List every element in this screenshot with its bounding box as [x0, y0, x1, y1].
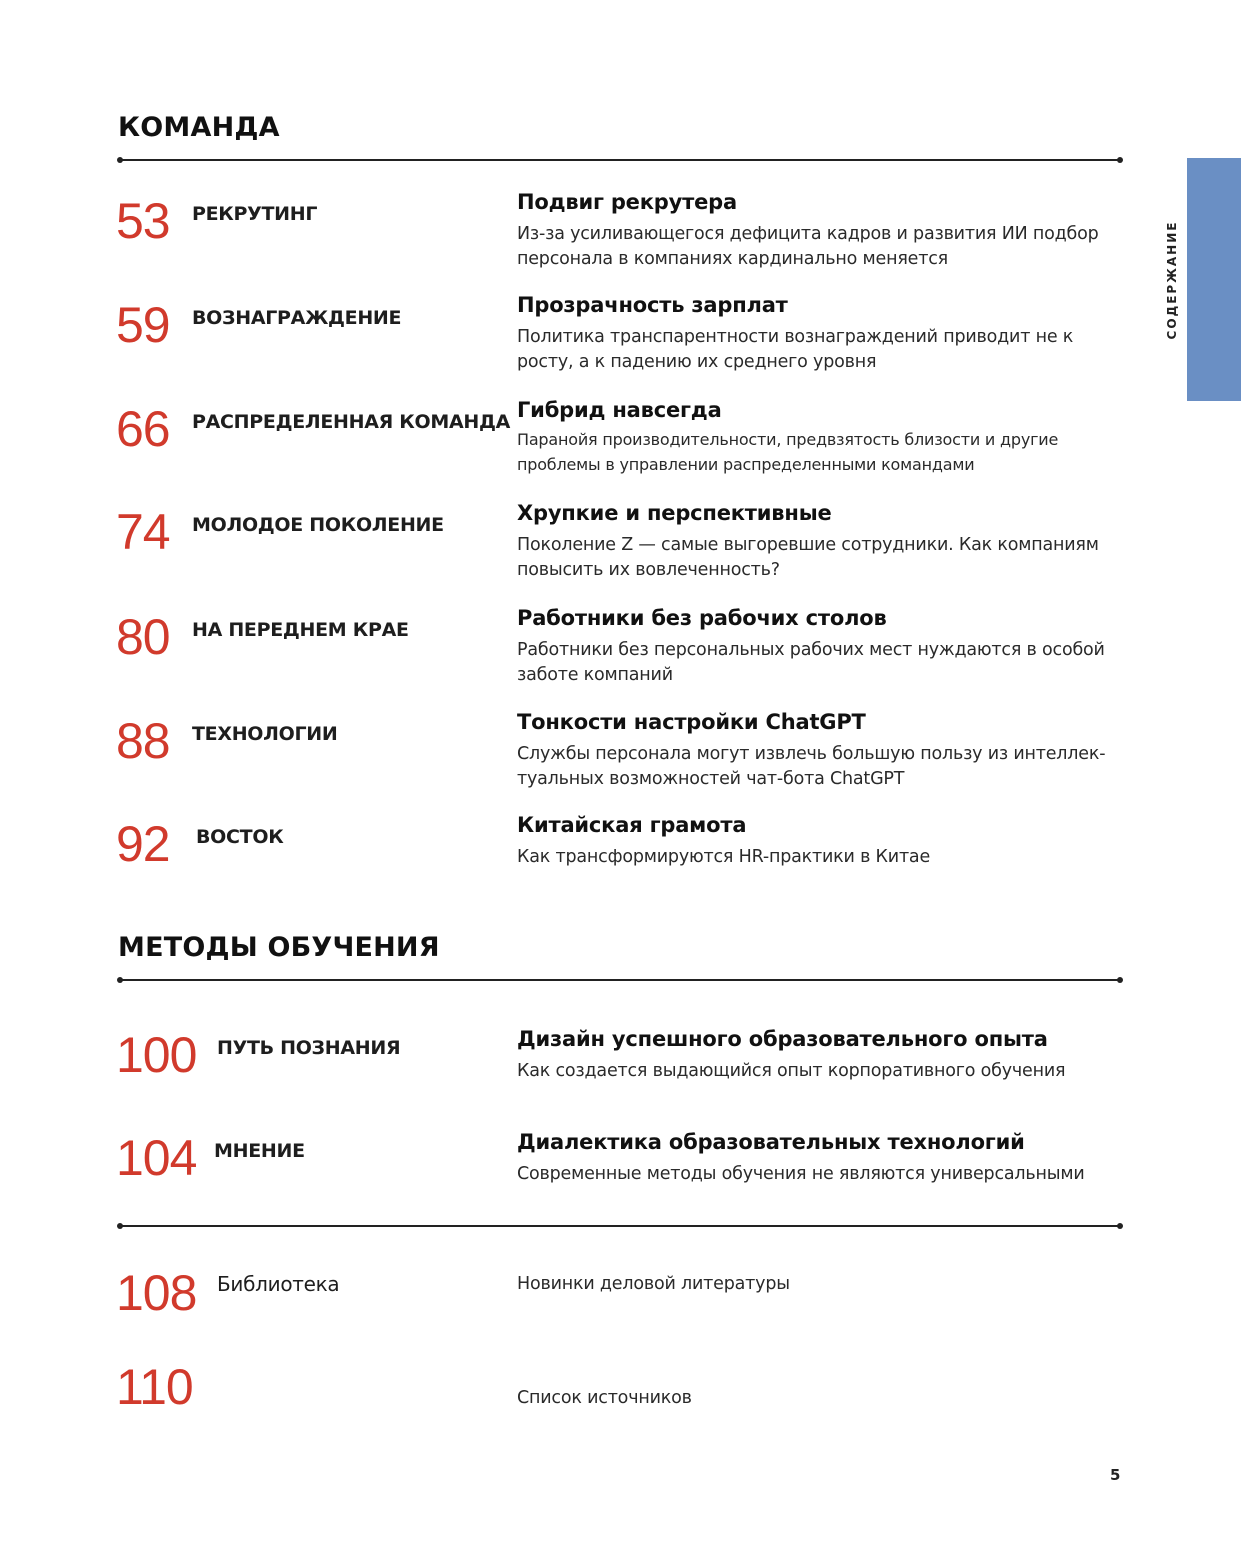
side-tab: [1187, 158, 1241, 401]
entry-description: Поколение Z — самые выгоревшие сотрудники. Как компаниям повысить их вовлеченность?: [517, 535, 1099, 580]
entry-rubric: ВОЗНАГРАЖДЕНИЕ: [192, 307, 402, 329]
entry-page-number: 108: [116, 1265, 197, 1321]
entry-page-number: 59: [116, 297, 170, 353]
section-divider: [120, 979, 1120, 981]
entry-page-number: 104: [116, 1130, 197, 1186]
entry-rubric: НА ПЕРЕДНЕМ КРАЕ: [192, 619, 409, 641]
entry-page-number: 53: [116, 193, 170, 249]
entry-title[interactable]: Диалектика образовательных технологий: [517, 1130, 1025, 1154]
entry-rubric: ВОСТОК: [196, 826, 284, 848]
entry-description: Новинки деловой литературы: [517, 1274, 790, 1294]
entry-description: Современные методы обучения не являются универсальными: [517, 1164, 1085, 1184]
entry-page-number: 110: [116, 1359, 193, 1415]
entry-description: Как трансформируются HR-практики в Китае: [517, 847, 931, 867]
side-label-text: СОДЕРЖАНИЕ: [1165, 220, 1179, 340]
section-divider: [120, 159, 1120, 161]
entry-description: Из-за усиливающегося дефицита кадров и развития ИИ подбор персонала в компаниях кардинально меняется: [517, 224, 1099, 269]
entry-title[interactable]: Подвиг рекрутера: [517, 190, 737, 214]
entry-page-number: 66: [116, 401, 170, 457]
entry-title[interactable]: Дизайн успешного образовательного опыта: [517, 1027, 1048, 1051]
entry-rubric: Библиотека: [217, 1272, 340, 1296]
entry-rubric: РАСПРЕДЕЛЕННАЯ КОМАНДА: [192, 411, 511, 433]
entry-title[interactable]: Китайская грамота: [517, 813, 747, 837]
entry-description: Как создается выдающийся опыт корпоративного обучения: [517, 1061, 1066, 1081]
page-number: 5: [1110, 1466, 1121, 1484]
section-title-team: КОМАНДА: [118, 112, 280, 143]
entry-page-number: 88: [116, 713, 170, 769]
entry-rubric: МНЕНИЕ: [214, 1140, 305, 1162]
entry-rubric: РЕКРУТИНГ: [192, 203, 318, 225]
extras-divider: [120, 1225, 1120, 1227]
entry-title[interactable]: Прозрачность зарплат: [517, 293, 788, 317]
entry-description: Политика транспарентности вознаграждений приводит не к росту, а к падению их среднего уровня: [517, 327, 1074, 372]
entry-description: Службы персонала могут извлечь большую пользу из интеллек-туальных возможностей чат-бота ChatGPT: [517, 744, 1106, 789]
entry-page-number: 92: [116, 816, 170, 872]
entry-page-number: 100: [116, 1027, 197, 1083]
entry-rubric: МОЛОДОЕ ПОКОЛЕНИЕ: [192, 514, 444, 536]
entry-description: Паранойя производительности, предвзятость близости и другие проблемы в управлении распределенными командами: [517, 430, 1059, 474]
entry-rubric: ПУТЬ ПОЗНАНИЯ: [217, 1037, 401, 1059]
entry-title[interactable]: Гибрид навсегда: [517, 398, 722, 422]
entry-description: Список источников: [517, 1388, 692, 1408]
entry-rubric: ТЕХНОЛОГИИ: [192, 723, 338, 745]
entry-description: Работники без персональных рабочих мест нуждаются в особой заботе компаний: [517, 640, 1105, 685]
entry-page-number: 80: [116, 609, 170, 665]
entry-page-number: 74: [116, 504, 170, 560]
entry-title[interactable]: Хрупкие и перспективные: [517, 501, 832, 525]
entry-title[interactable]: Тонкости настройки ChatGPT: [517, 710, 866, 734]
entry-title[interactable]: Работники без рабочих столов: [517, 606, 887, 630]
section-title-learning: МЕТОДЫ ОБУЧЕНИЯ: [118, 932, 440, 963]
